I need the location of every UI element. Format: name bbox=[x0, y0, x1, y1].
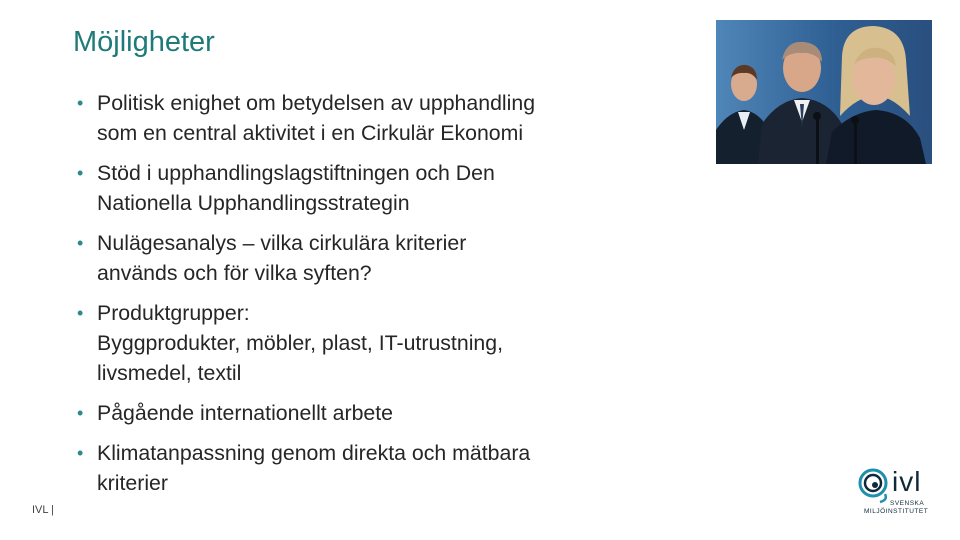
bullet-item bbox=[75, 298, 655, 388]
bullet-line: Produktgrupper: bbox=[97, 301, 250, 325]
logo-subtitle-bottom bbox=[864, 508, 928, 515]
bullet-line: Politisk enighet om betydelsen av upphandling bbox=[97, 91, 536, 115]
bullet-dot-icon: • bbox=[77, 233, 84, 253]
bullet-dot-icon: • bbox=[77, 303, 84, 323]
bullet-line: livsmedel, textil bbox=[97, 361, 242, 385]
logo-wordmark: ivl bbox=[892, 466, 922, 497]
press-conference-photo bbox=[716, 20, 932, 164]
bullet-line: används och för vilka syften? bbox=[97, 261, 372, 285]
bullet-item bbox=[75, 88, 655, 148]
bullet-dot-icon: • bbox=[77, 163, 84, 183]
bullet-line: Nulägesanalys – vilka cirkulära kriterier bbox=[97, 231, 467, 255]
bullet-item bbox=[75, 398, 655, 428]
bullet-dot-icon: • bbox=[77, 93, 84, 113]
bullet-line: Klimatanpassning genom direkta och mätbara bbox=[97, 441, 531, 465]
slide-title: Möjligheter bbox=[73, 26, 215, 58]
logo-subtitle-top: SVENSKA bbox=[890, 500, 925, 507]
bullet-dot-icon: • bbox=[77, 443, 84, 463]
bullet-list bbox=[75, 88, 655, 508]
footer-label: IVL | bbox=[32, 504, 55, 516]
bullet-line: Stöd i upphandlingslagstiftningen och Den bbox=[97, 161, 495, 185]
bullet-line: Pågående internationellt arbete bbox=[97, 401, 394, 425]
bullet-dot-icon: • bbox=[77, 403, 84, 423]
ivl-swirl-icon bbox=[858, 466, 892, 504]
bullet-line: som en central aktivitet i en Cirkulär Ekonomi bbox=[97, 121, 524, 145]
bullet-item bbox=[75, 158, 655, 218]
logo-subtitle-right: INSTITUTET bbox=[885, 508, 929, 515]
logo-subtitle-left: MILJÖ bbox=[864, 508, 886, 515]
bullet-line: Nationella Upphandlingsstrategin bbox=[97, 191, 410, 215]
bullet-item bbox=[75, 228, 655, 288]
bullet-line: Byggprodukter, möbler, plast, IT-utrustning, bbox=[97, 331, 504, 355]
bullet-item bbox=[75, 438, 655, 498]
bullet-line: kriterier bbox=[97, 471, 168, 495]
ivl-logo bbox=[856, 462, 936, 522]
